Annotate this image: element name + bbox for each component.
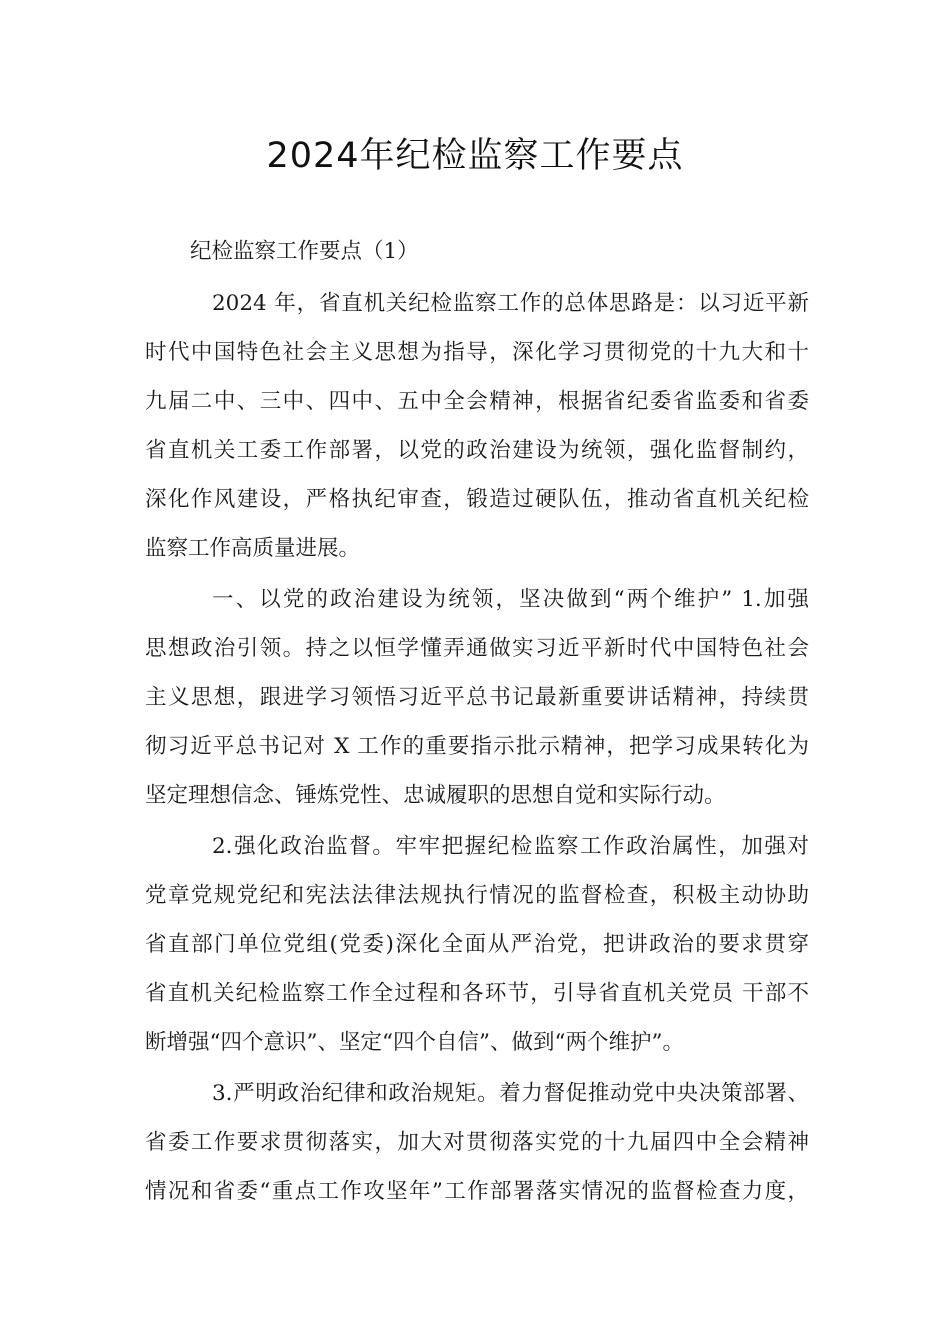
text-line: 九届二中、三中、四中、五中全会精神，根据省纪委省监委和省委: [145, 389, 809, 414]
text-line: 省直机关纪检监察工作全过程和各环节，引导省直机关党员 干部不: [145, 981, 809, 1006]
text-line: 2024 年，省直机关纪检监察工作的总体思路是：以习近平新: [212, 291, 809, 316]
text-line: 省直机关工委工作部署，以党的政治建设为统领，强化监督制约，: [145, 438, 809, 463]
text-line: 情况和省委“重点工作攻坚年”工作部署落实情况的监督检查力度，: [145, 1179, 809, 1204]
text-line: 深化作风建设，严格执纪审查，锻造过硬队伍，推动省直机关纪检: [145, 487, 809, 512]
text-line: 彻习近平总书记对 X 工作的重要指示批示精神，把学习成果转化为: [145, 734, 809, 759]
text-line: 断增强“四个意识”、坚定“四个自信”、做到“两个维护”。: [145, 1030, 684, 1055]
text-line: 坚定理想信念、锤炼党性、忠诚履职的思想自觉和实际行动。: [145, 783, 726, 808]
text-line: 思想政治引领。持之以恒学懂弄通做实习近平新时代中国特色社会: [145, 636, 809, 661]
section-subtitle: 纪检监察工作要点（1）: [190, 239, 419, 264]
text-line: 主义思想，跟进学习领悟习近平总书记最新重要讲话精神，持续贯: [145, 685, 809, 710]
document-title: 2024年纪检监察工作要点: [266, 136, 684, 176]
text-line: 省直部门单位党组(党委)深化全面从严治党，把讲政治的要求贯穿: [145, 932, 809, 957]
text-line: 党章党规党纪和宪法法律法规执行情况的监督检查，积极主动协助: [145, 883, 809, 908]
text-line: 时代中国特色社会主义思想为指导，深化学习贯彻党的十九大和十: [145, 340, 809, 365]
section-heading-line: 一、以党的政治建设为统领，坚决做到“两个维护” 1.加强: [212, 587, 809, 612]
text-line: 监察工作高质量进展。: [145, 536, 361, 561]
text-line: 2.强化政治监督。牢牢把握纪检监察工作政治属性，加强对: [212, 834, 809, 859]
text-line: 3.严明政治纪律和政治规矩。着力督促推动党中央决策部署、: [212, 1081, 809, 1106]
text-line: 省委工作要求贯彻落实，加大对贯彻落实党的十九届四中全会精神: [145, 1130, 809, 1155]
